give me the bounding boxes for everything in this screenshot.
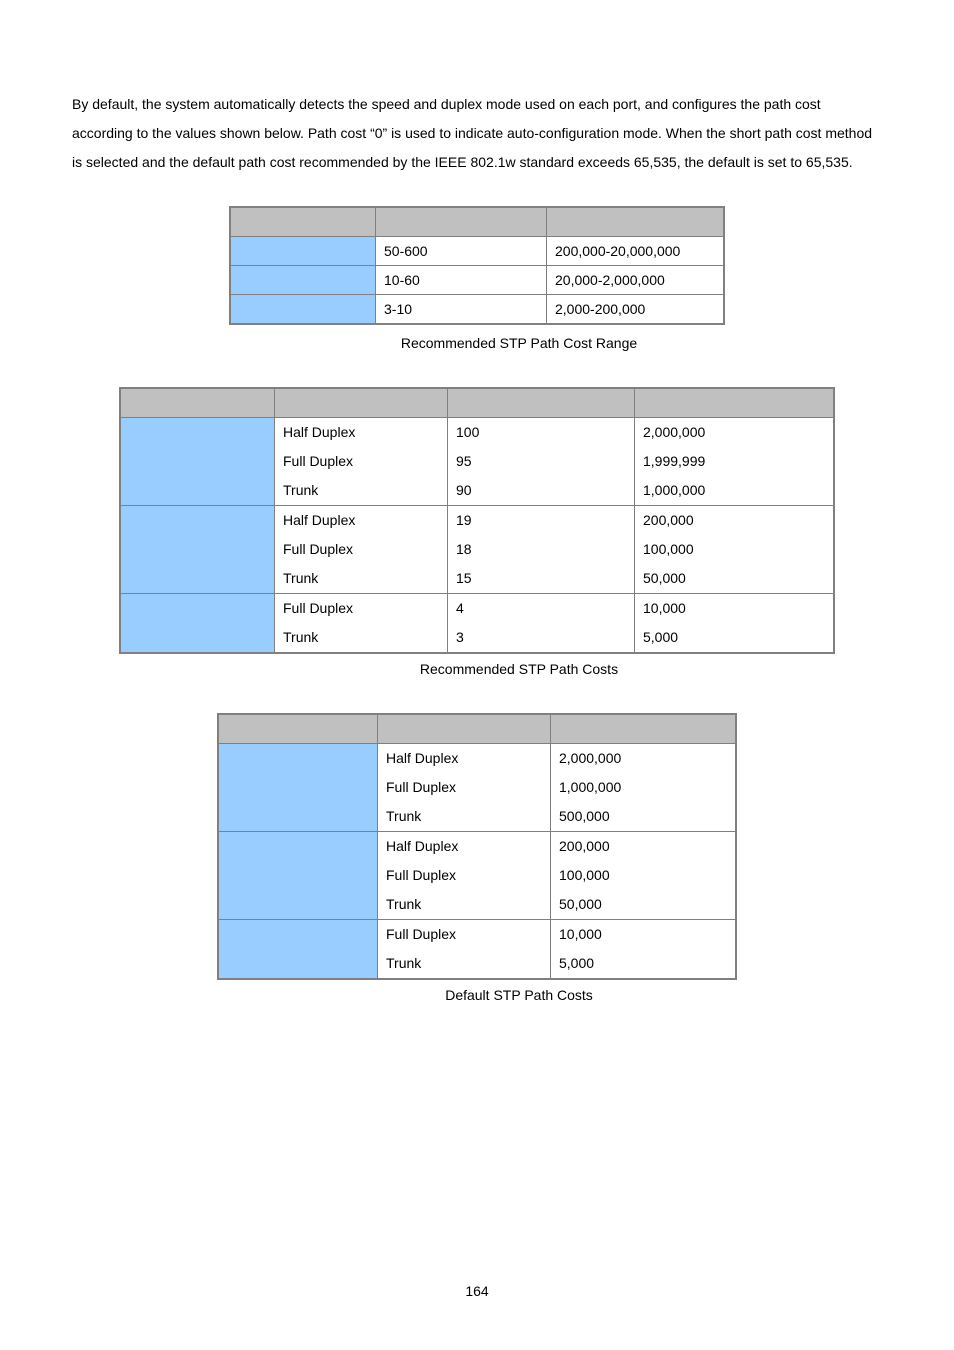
header-cell (448, 388, 635, 418)
table-row-group (218, 832, 736, 920)
header-cell (275, 388, 448, 418)
row-label-cell (218, 832, 378, 920)
table-row-group (218, 920, 736, 980)
value-cell: 200,000 100,000 50,000 (551, 832, 737, 920)
duplex-cell: Full Duplex Trunk (378, 920, 551, 980)
header-cell (230, 207, 376, 237)
header-cell (376, 207, 547, 237)
header-cell (218, 714, 378, 744)
value-cell: 100 95 90 (448, 418, 635, 506)
table-row-group (120, 506, 834, 594)
row-label-cell (218, 920, 378, 980)
table-caption: Default STP Path Costs (445, 987, 593, 1003)
table-row-group (218, 744, 736, 832)
table-cell: 3-10 (376, 295, 547, 325)
value-cell: 4 3 (448, 594, 635, 654)
row-label-cell (120, 506, 275, 594)
value-cell: 10,000 5,000 (551, 920, 737, 980)
intro-paragraph: By default, the system automatically detects the speed and duplex mode used on each port, and configures the path cost according to the values shown below. Path cost “0” is used to indicate auto-configuration mode. When the short path cost method is selected and the default path cost recommended by the IEEE 802.1w standard exceeds 65,535, the default is set to 65,535. (72, 96, 873, 170)
table-row (230, 237, 724, 266)
table-cell: 10-60 (376, 266, 547, 295)
table-caption: Recommended STP Path Costs (419, 661, 619, 677)
default-path-costs-table (217, 713, 737, 980)
header-cell (635, 388, 835, 418)
duplex-cell: Half Duplex Full Duplex Trunk (378, 744, 551, 832)
value-cell: 2,000,000 1,999,999 1,000,000 (635, 418, 835, 506)
header-cell (120, 388, 275, 418)
row-label-cell (230, 266, 376, 295)
table-caption: Recommended STP Path Cost Range (400, 335, 638, 351)
table-row (230, 266, 724, 295)
table-header-row (120, 388, 834, 418)
value-cell: 200,000 100,000 50,000 (635, 506, 835, 594)
row-label-cell (218, 744, 378, 832)
header-cell (547, 207, 725, 237)
recommended-path-costs-table (119, 387, 835, 654)
duplex-cell: Full Duplex Trunk (275, 594, 448, 654)
table-cell: 200,000-20,000,000 (547, 237, 725, 266)
path-cost-range-table (229, 206, 725, 325)
value-cell: 10,000 5,000 (635, 594, 835, 654)
header-cell (378, 714, 551, 744)
duplex-cell: Half Duplex Full Duplex Trunk (378, 832, 551, 920)
row-label-cell (230, 237, 376, 266)
table-header-row (230, 207, 724, 237)
value-cell: 2,000,000 1,000,000 500,000 (551, 744, 737, 832)
row-label-cell (120, 418, 275, 506)
table-row-group (120, 594, 834, 654)
table-cell: 2,000-200,000 (547, 295, 725, 325)
table-row (230, 295, 724, 325)
table-header-row (218, 714, 736, 744)
row-label-cell (230, 295, 376, 325)
duplex-cell: Half Duplex Full Duplex Trunk (275, 418, 448, 506)
table-cell: 20,000-2,000,000 (547, 266, 725, 295)
value-cell: 19 18 15 (448, 506, 635, 594)
table-row-group (120, 418, 834, 506)
header-cell (551, 714, 737, 744)
page-number: 164 (465, 1283, 489, 1299)
table-cell: 50-600 (376, 237, 547, 266)
row-label-cell (120, 594, 275, 654)
duplex-cell: Half Duplex Full Duplex Trunk (275, 506, 448, 594)
